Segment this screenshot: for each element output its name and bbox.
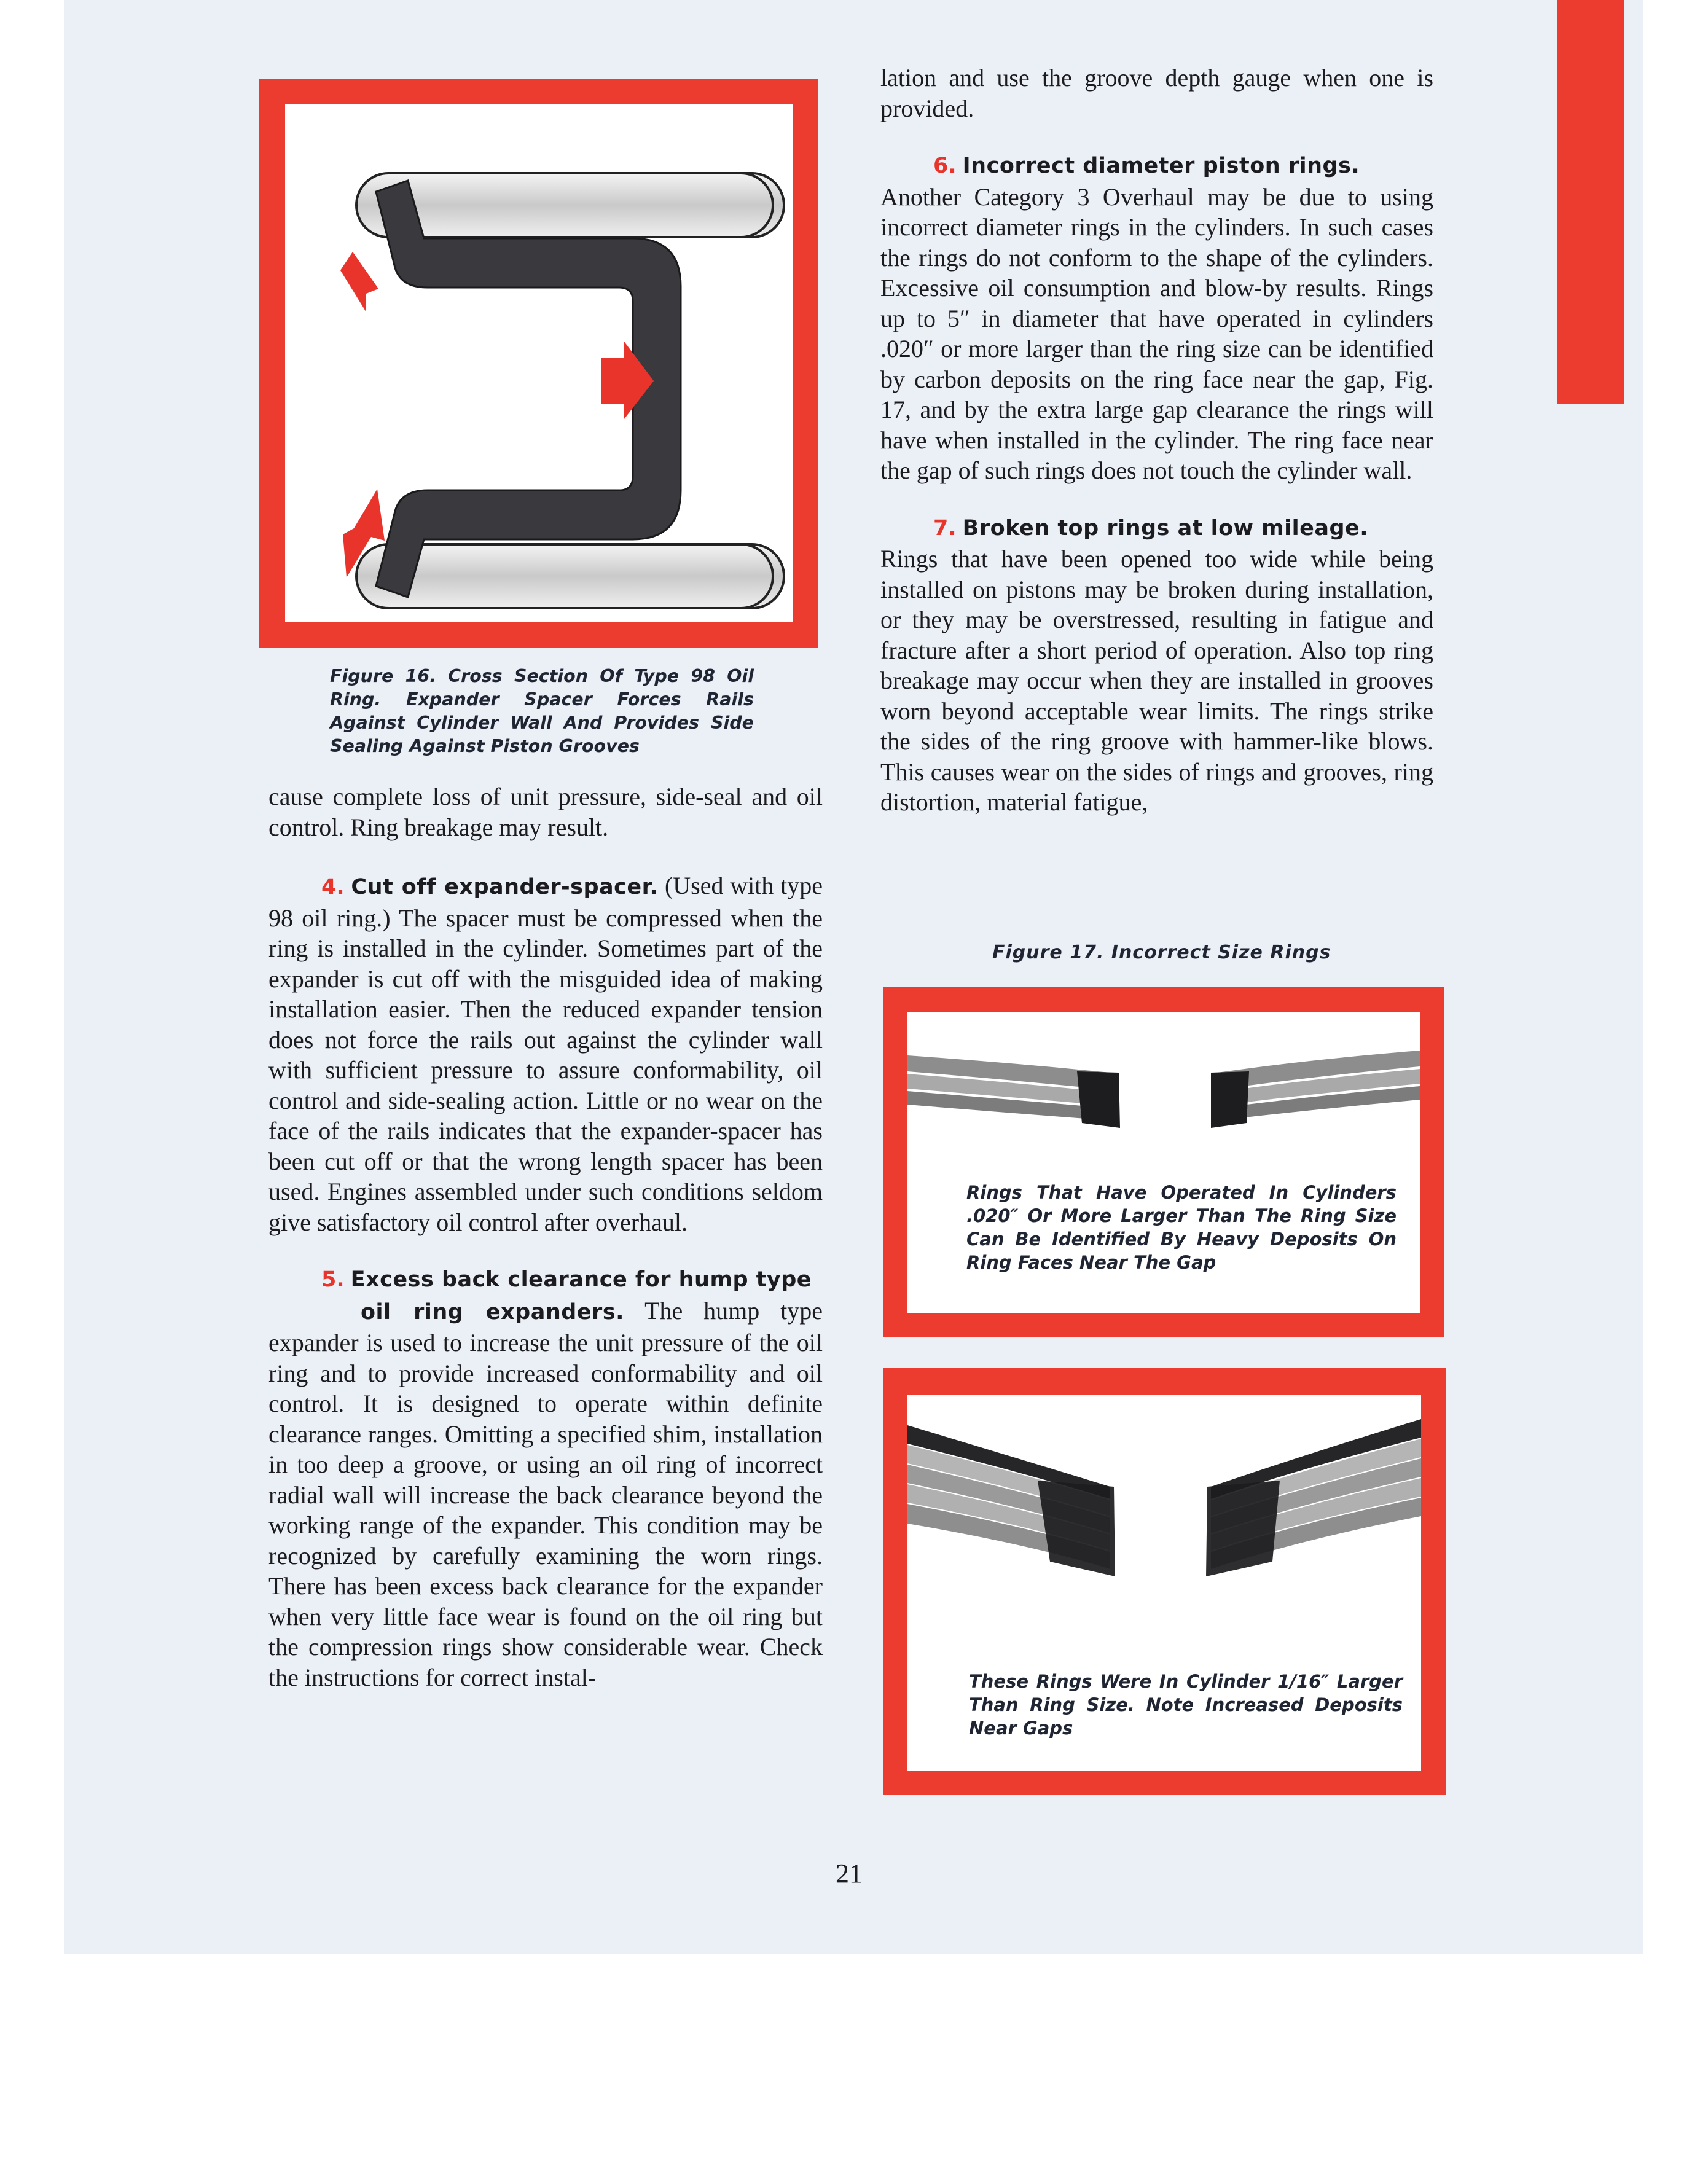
item-4-body: (Used with type 98 oil ring.) The spacer must be compressed when the ring is installed in the cylinder. Sometimes part of the expander is cut off with the misguided idea of making installation easier. Then the reduced expander tension does not force the rails out against the cylinder wall with sufficient pressure to assure conformability, oil control and side-sealing action. Little or no wear on the face of the rails indicates that the expander-spacer has been cut off or that the wrong length spacer has been used. Engines assembled under such conditions seldom give satisfactory oil control after overhaul. — [268, 872, 823, 1236]
item-6-heading: Incorrect diameter piston rings. — [962, 154, 1360, 178]
oil-ring-cross-section-diagram — [285, 104, 793, 622]
right-ring-ends — [1211, 1051, 1420, 1128]
figure-16-caption: Figure 16. Cross Section Of Type 98 Oil Ring. Expander Spacer Forces Rails Against Cylinder Wall And Provides Side Sealing Against Piston Grooves — [330, 666, 754, 756]
item-5-heading-line1: Excess back clearance for hump type — [350, 1267, 812, 1292]
ring-gap-photo-2 — [907, 1395, 1421, 1653]
right-column — [880, 63, 1433, 843]
item-6-number: 6. — [933, 154, 957, 178]
ring-gap-photo-1 — [907, 1012, 1420, 1148]
item-5-body: The hump type expander is used to increase the unit pressure of the oil ring and to provide increased conformability and oil control. It is designed to operate within definite clearance ranges. Omitting a specified shim, installation in too deep a groove, or using an oil ring of incorrect radial wall will increase the back clearance beyond the working range of the expander. This condition may be recognized by carefully examining the worn rings. There has been excess back clearance for the expander when very little face wear is found on the oil ring but the compression rings show considerable wear. Check the instructions for correct instal- — [268, 1296, 823, 1691]
item-7-heading: Broken top rings at low mileage. — [962, 515, 1369, 541]
item-7-number: 7. — [933, 515, 957, 541]
section-edge-tab — [1557, 0, 1624, 404]
item-4-number: 4. — [321, 875, 345, 899]
item-7-body: Rings that have been opened too wide while being installed on pistons may be broken during installation, or they may be overstressed, resulting in fatigue and fracture after a short period of operation. Also top ring breakage may occur when they are installed in grooves worn beyond acceptable wear limits. The rings strike the sides of the ring groove with hammer-like blows. This causes wear on the sides of rings and grooves, ring distortion, material fatigue, — [880, 545, 1433, 816]
item-5-number: 5. — [321, 1267, 345, 1292]
right-continuation-paragraph: lation and use the groove depth gauge when one is provided. — [880, 64, 1433, 122]
item-5-continuation — [268, 1296, 823, 1693]
item-4-heading: Cut off expander-spacer. — [351, 875, 659, 899]
figure-16-panel — [285, 104, 793, 622]
item-7-heading-line — [880, 512, 1433, 544]
left-column — [268, 781, 823, 1718]
right-ring-stack — [1206, 1419, 1421, 1576]
page-number: 21 — [836, 1858, 863, 1888]
figure-17-photo-1-frame — [883, 987, 1444, 1337]
figure-17-photo-2-panel — [907, 1395, 1421, 1771]
left-ring-stack — [907, 1425, 1115, 1576]
arrow-upper-left-icon — [340, 252, 378, 312]
figure-17-label: Figure 17. Incorrect Size Rings — [992, 942, 1331, 963]
left-ring-ends — [907, 1055, 1120, 1128]
figure-16-frame — [259, 79, 818, 648]
item-5-heading-line2: oil ring expanders. — [361, 1299, 624, 1325]
left-intro-paragraph: cause complete loss of unit pressure, side-seal and oil control. Ring breakage may result. — [268, 783, 823, 841]
item-4-paragraph — [268, 871, 823, 1237]
figure-17-photo-1-caption: Rings That Have Operated In Cylinders .020″ Or More Larger Than The Ring Size Can Be Identified By Heavy Deposits On Ring Faces Near The Gap — [966, 1182, 1397, 1273]
figure-17-photo-2-caption: These Rings Were In Cylinder 1/16″ Larger Than Ring Size. Note Increased Deposits Near Gaps — [969, 1671, 1403, 1739]
item-5-paragraph — [268, 1263, 823, 1296]
figure-17-photo-1-panel — [907, 1012, 1420, 1313]
item-6-heading-line — [880, 149, 1433, 182]
figure-17-photo-2-frame — [883, 1368, 1446, 1795]
item-6-body: Another Category 3 Overhaul may be due to using incorrect diameter rings in the cylinders. In such cases the rings do not conform to the shape of the cylinders. Excessive oil consumption and blow-by results. Rings up to 5″ in diameter that have operated in cylinders .020″ or more larger than the ring size can be identified by carbon deposits on the ring face near the gap, Fig. 17, and by the extra large gap clearance the rings will have when installed in the cylinder. The ring face near the gap of such rings does not touch the cylinder wall. — [880, 182, 1433, 484]
